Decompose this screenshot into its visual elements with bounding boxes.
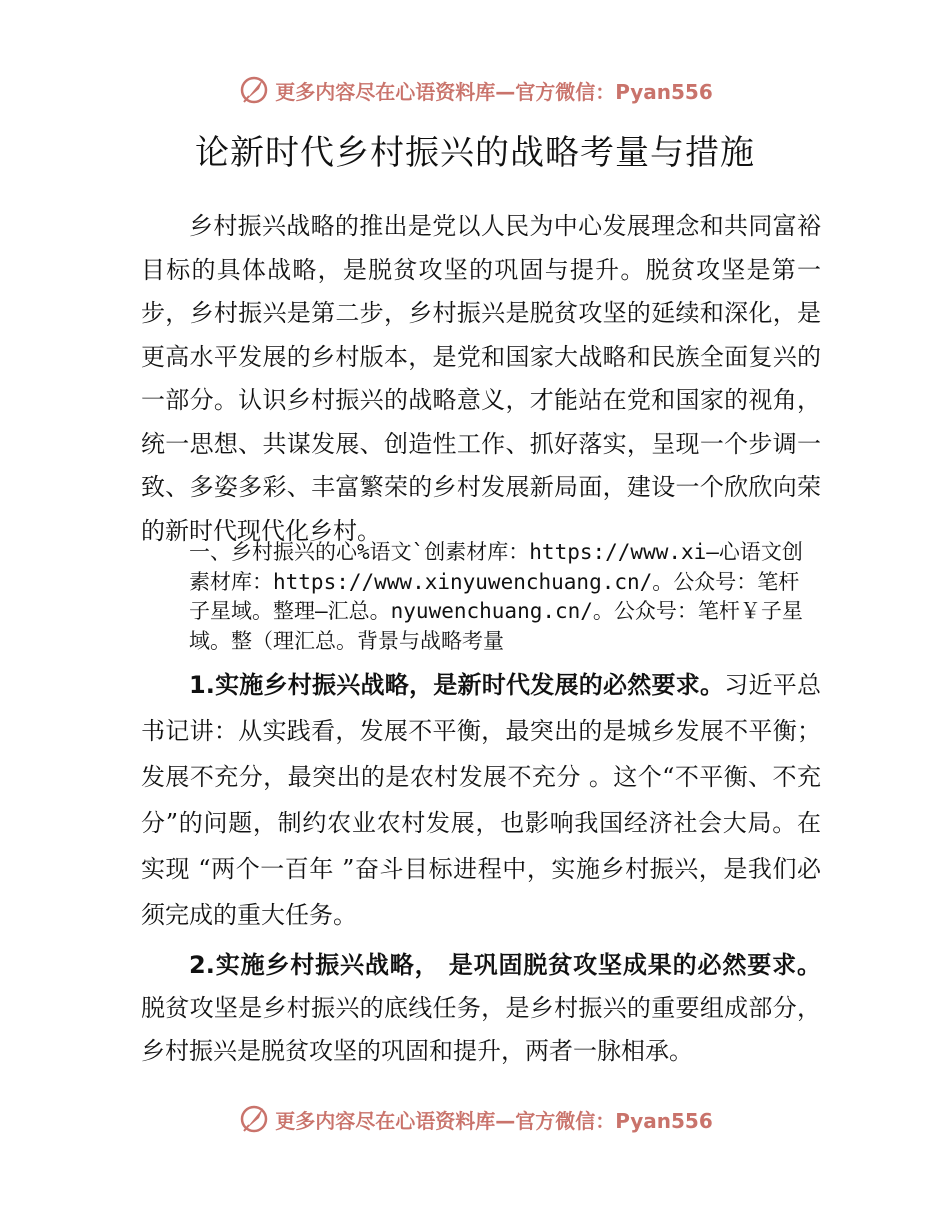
header-banner [0, 70, 950, 110]
feather-pen-logo-icon [237, 73, 271, 107]
point-2-lead: 2.实施乡村振兴战略， 是巩固脱贫攻坚成果的必然要求。 [189, 951, 821, 979]
feather-pen-logo-icon [237, 1102, 271, 1136]
point-1-paragraph [141, 662, 821, 938]
footer-banner [0, 1099, 950, 1139]
section-heading: 一、乡村振兴的心%语文`创素材库：https://www.xi—心语文创素材库：https://www.xinyuwenchuang.cn/。公众号：笔杆子星域。整理—汇总。nyuwenchuang.cn/。公众号：笔杆￥子星域。整（理汇总。背景与战略考量 [189, 540, 803, 653]
intro-paragraph: 乡村振兴战略的推出是党以人民为中心发展理念和共同富裕目标的具体战略，是脱贫攻坚的巩固与提升。脱贫攻坚是第一步，乡村振兴是第二步，乡村振兴是脱贫攻坚的延续和深化，是更高水平发展的乡村版本，是党和国家大战略和民族全面复兴的一部分。认识乡村振兴的战略意义，才能站在党和国家的视角，统一思想、共谋发展、创造性工作、抓好落实，呈现一个步调一致、多姿多彩、丰富繁荣的乡村发展新局面，建设一个欣欣向荣的新时代现代化乡村。 [141, 212, 821, 545]
document-title: 论新时代乡村振兴的战略考量与措施 [195, 133, 755, 173]
banner-text: 更多内容尽在心语资料库—官方微信：Pyan556 [275, 1108, 713, 1133]
point-1-body: 习近平总书记讲：从实践看，发展不平衡，最突出的是城乡发展不平衡；发展不充分，最突出的是农村发展不充分 。这个“不平衡、不充分”的问题，制约农业农村发展，也影响我国经济社会大局。在实现 “两个一百年 ”奋斗目标进程中，实施乡村振兴，是我们必须完成的重大任务。 [141, 671, 821, 929]
point-2-body: 脱贫攻坚是乡村振兴的底线任务，是乡村振兴的重要组成部分，乡村振兴是脱贫攻坚的巩固和提升，两者一脉相承。 [141, 994, 821, 1065]
banner-text: 更多内容尽在心语资料库—官方微信：Pyan556 [275, 79, 713, 104]
point-2-paragraph [141, 944, 821, 1073]
point-1-lead: 1.实施乡村振兴战略，是新时代发展的必然要求。 [189, 671, 725, 699]
